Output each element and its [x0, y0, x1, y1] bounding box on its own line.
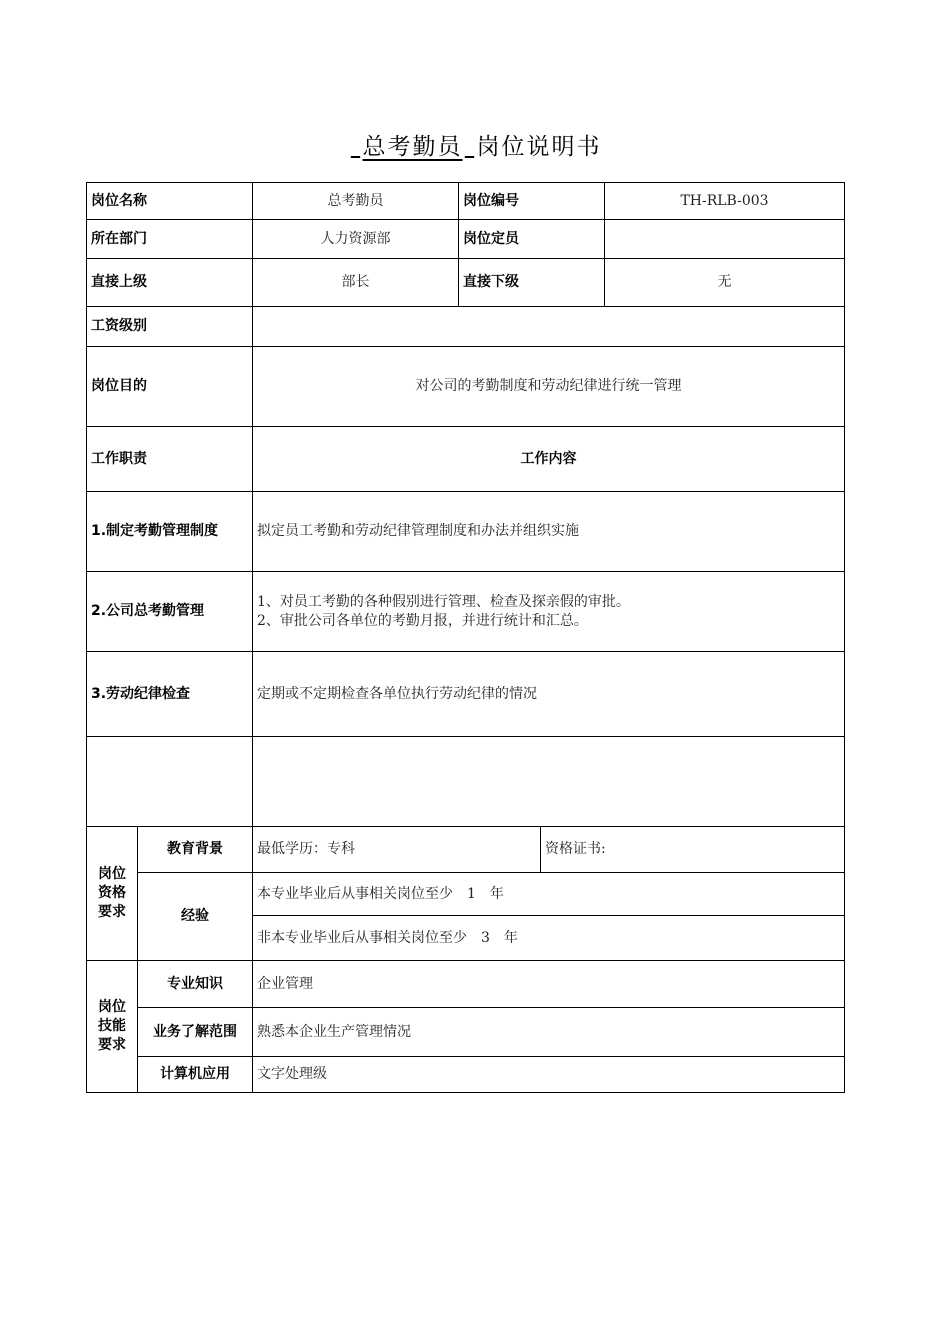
- computer-label: 计算机应用: [138, 1057, 253, 1093]
- row-duties-header: [87, 427, 845, 492]
- experience-label: 经验: [138, 873, 253, 961]
- row-knowledge: [87, 961, 845, 1008]
- duty-content: [253, 572, 845, 652]
- position-name-value: 总考勤员: [253, 183, 459, 220]
- purpose-value: 对公司的考勤制度和劳动纪律进行统一管理: [253, 347, 845, 427]
- certificate-value: 资格证书:: [541, 827, 845, 873]
- duty-line: 2、审批公司各单位的考勤月报，并进行统计和汇总。: [257, 612, 588, 629]
- duty-row: [87, 572, 845, 652]
- purpose-label: 岗位目的: [87, 347, 253, 427]
- duty-title: 1.制定考勤管理制度: [87, 492, 253, 572]
- qualification-group-label: 岗位资格要求: [87, 827, 138, 961]
- position-code-label: 岗位编号: [459, 183, 605, 220]
- position-name-label: 岗位名称: [87, 183, 253, 220]
- position-code-value: TH-RLB-003: [605, 183, 845, 220]
- business-value: 熟悉本企业生产管理情况: [253, 1008, 845, 1057]
- skills-group-label: 岗位技能要求: [87, 961, 138, 1093]
- row-experience-1: [87, 873, 845, 916]
- knowledge-value: 企业管理: [253, 961, 845, 1008]
- duty-line: 定期或不定期检查各单位执行劳动纪律的情况: [257, 685, 537, 702]
- title-underline-gap: [463, 134, 477, 160]
- computer-value: 文字处理级: [253, 1057, 845, 1093]
- subordinate-label: 直接下级: [459, 259, 605, 307]
- duty-row-empty: [87, 737, 845, 827]
- duty-row: [87, 652, 845, 737]
- superior-label: 直接上级: [87, 259, 253, 307]
- education-value: 最低学历：专科: [253, 827, 541, 873]
- duty-content: [253, 652, 845, 737]
- job-description-table: [86, 182, 845, 1093]
- row-department: [87, 220, 845, 259]
- duty-line: 1、对员工考勤的各种假别进行管理、检查及探亲假的审批。: [257, 593, 630, 610]
- row-purpose: [87, 347, 845, 427]
- row-position-name: [87, 183, 845, 220]
- row-education: [87, 827, 845, 873]
- department-value: 人力资源部: [253, 220, 459, 259]
- superior-value: 部长: [253, 259, 459, 307]
- experience-major-value: 本专业毕业后从事相关岗位至少 1 年: [253, 873, 845, 916]
- title-underline-lead: [349, 134, 363, 160]
- knowledge-label: 专业知识: [138, 961, 253, 1008]
- headcount-value: [605, 220, 845, 259]
- department-label: 所在部门: [87, 220, 253, 259]
- salary-label: 工资级别: [87, 307, 253, 347]
- education-label: 教育背景: [138, 827, 253, 873]
- row-business: [87, 1008, 845, 1057]
- row-superior: [87, 259, 845, 307]
- duty-content: [253, 492, 845, 572]
- title-position-name: 总考勤员: [362, 134, 463, 160]
- duties-header-label: 工作职责: [87, 427, 253, 492]
- duty-title: 3.劳动纪律检查: [87, 652, 253, 737]
- duty-row: [87, 492, 845, 572]
- row-computer: [87, 1057, 845, 1093]
- duty-title: 2.公司总考勤管理: [87, 572, 253, 652]
- duties-header-content: 工作内容: [253, 427, 845, 492]
- experience-non-major-value: 非本专业毕业后从事相关岗位至少 3 年: [253, 916, 845, 961]
- duty-title-empty: [87, 737, 253, 827]
- duty-content-empty: [253, 737, 845, 827]
- business-label: 业务了解范围: [138, 1008, 253, 1057]
- headcount-label: 岗位定员: [459, 220, 605, 259]
- row-salary: [87, 307, 845, 347]
- duty-line: 拟定员工考勤和劳动纪律管理制度和办法并组织实施: [257, 523, 579, 539]
- subordinate-value: 无: [605, 259, 845, 307]
- salary-value: [253, 307, 845, 347]
- title-suffix: 岗位说明书: [476, 134, 602, 160]
- document-title: [0, 128, 950, 161]
